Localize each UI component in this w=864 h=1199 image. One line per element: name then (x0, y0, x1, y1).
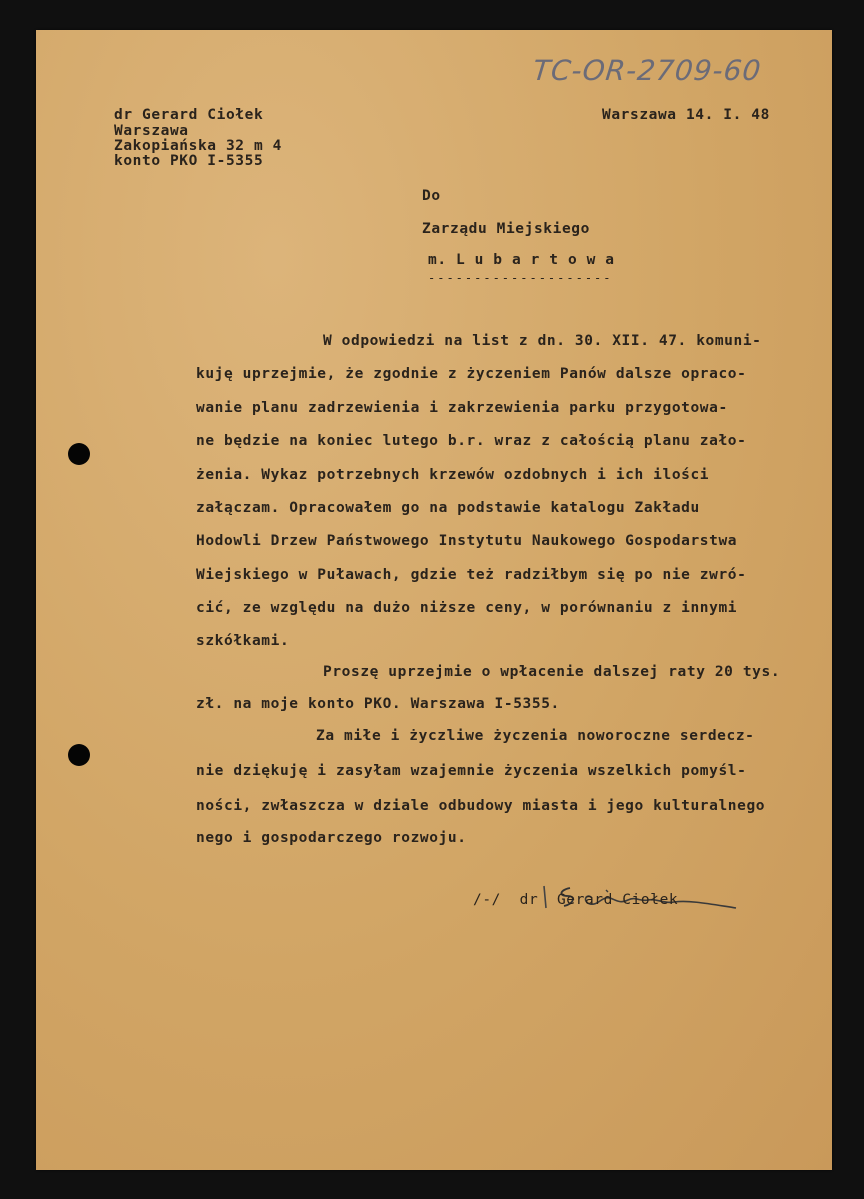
body-line-3: wanie planu zadrzewienia i zakrzewienia parku przygotowa- (196, 400, 728, 416)
archive-reference-mark: TC-OR-2709-60 (531, 54, 764, 87)
body-line-2: kuję uprzejmie, że zgodnie z życzeniem Panów dalsze opraco- (196, 366, 747, 382)
recipient-underline: -------------------- (428, 271, 613, 285)
body-line-5: żenia. Wykaz potrzebnych krzewów ozdobnych i ich ilości (196, 467, 710, 483)
sender-account: konto PKO I-5355 (114, 153, 264, 169)
body-line-13: Za miłe i życzliwe życzenia noworoczne serdecz- (316, 728, 755, 744)
body-line-16: nego i gospodarczego rozwoju. (196, 830, 467, 846)
document-page (36, 30, 832, 1170)
punch-hole-bottom (68, 744, 90, 766)
body-line-10: szkółkami. (196, 633, 290, 649)
typed-signature: /-/ dr Gerard Ciołek (473, 892, 679, 908)
body-line-9: cić, ze względu na dużo niższe ceny, w porównaniu z innymi (196, 600, 738, 616)
sender-city: Warszawa (114, 123, 189, 139)
punch-hole-top (68, 443, 90, 465)
sender-name: dr Gerard Ciołek (114, 107, 264, 123)
body-line-6: załączam. Opracowałem go na podstawie katalogu Zakładu (196, 500, 700, 516)
date-line: Warszawa 14. I. 48 (602, 107, 770, 123)
body-line-1: W odpowiedzi na list z dn. 30. XII. 47. komuni- (323, 333, 762, 349)
recipient-line1: Zarządu Miejskiego (422, 221, 590, 237)
body-line-15: ności, zwłaszcza w dziale odbudowy miasta i jego kulturalnego (196, 798, 766, 814)
body-line-12: zł. na moje konto PKO. Warszawa I-5355. (196, 696, 560, 712)
body-line-7: Hodowli Drzew Państwowego Instytutu Naukowego Gospodarstwa (196, 533, 738, 549)
body-line-14: nie dziękuję i zasyłam wzajemnie życzenia wszelkich pomyśl- (196, 763, 747, 779)
sender-street: Zakopiańska 32 m 4 (114, 138, 282, 154)
body-line-4: ne będzie na koniec lutego b.r. wraz z całością planu zało- (196, 433, 747, 449)
recipient-to: Do (422, 188, 441, 204)
body-line-8: Wiejskiego w Puławach, gdzie też radziłbym się po nie zwró- (196, 567, 747, 583)
recipient-line2: m. L u b a r t o w a (428, 252, 615, 268)
body-line-11: Proszę uprzejmie o wpłacenie dalszej raty 20 tys. (323, 664, 781, 680)
